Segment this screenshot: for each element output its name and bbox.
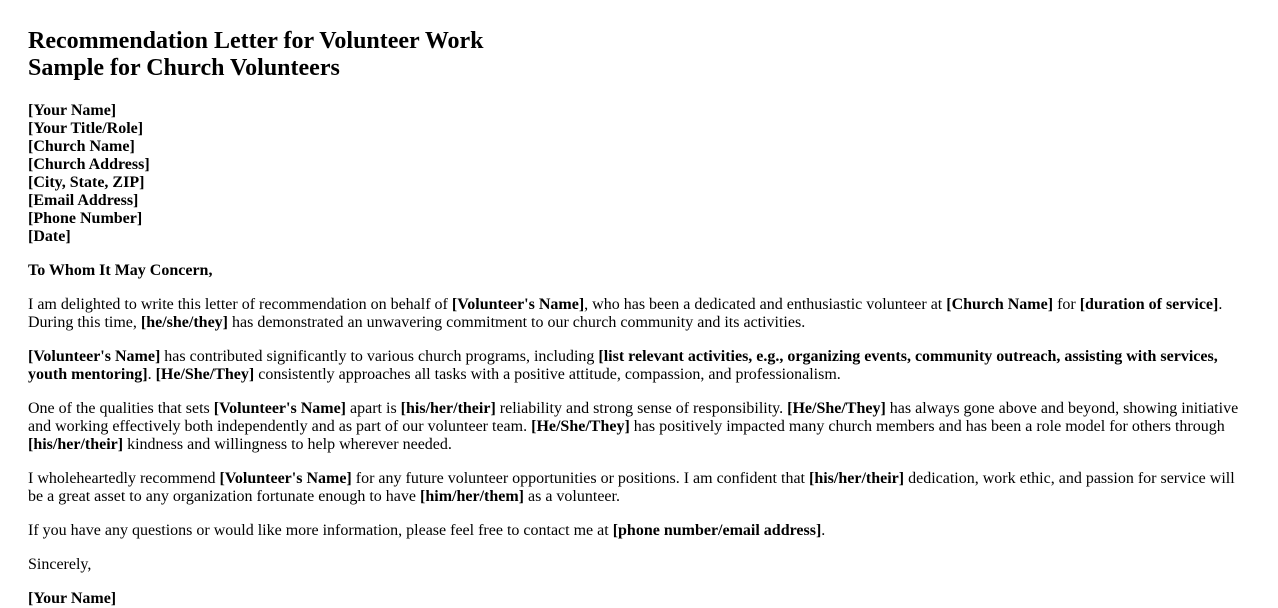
- sender-name: [Your Name]: [28, 102, 117, 119]
- title-line-1: Recommendation Letter for Volunteer Work: [28, 28, 484, 54]
- p5-text-1: If you have any questions or would like more information, please feel free to contact me at: [28, 522, 613, 539]
- sender-block: [28, 102, 1250, 246]
- sender-church-address: [Church Address]: [28, 156, 150, 173]
- p3-text-5: has positively impacted many church members and has been a role model for others through: [629, 418, 1225, 435]
- p4-placeholder-volunteer-name: [Volunteer's Name]: [219, 470, 352, 487]
- p4-placeholder-possessive: [his/her/their]: [809, 470, 905, 487]
- sender-title: [Your Title/Role]: [28, 120, 144, 137]
- sender-email: [Email Address]: [28, 192, 139, 209]
- p1-placeholder-duration: [duration of service]: [1079, 296, 1219, 313]
- p4-text-1: I wholeheartedly recommend: [28, 470, 220, 487]
- p2-text-1: has contributed significantly to various church programs, including: [160, 348, 599, 365]
- p1-text-1: I am delighted to write this letter of recommendation on behalf of: [28, 296, 452, 313]
- salutation: To Whom It May Concern,: [28, 262, 213, 279]
- p1-text-2: , who has been a dedicated and enthusiastic volunteer at: [584, 296, 947, 313]
- p4-placeholder-object-pronoun: [him/her/them]: [420, 488, 524, 505]
- p3-text-6: kindness and willingness to help wherever needed.: [123, 436, 452, 453]
- paragraph-1: [28, 296, 1250, 332]
- p4-text-3: dedication, work ethic, and passion for service will be a great asset to any organization fortunate enough to have: [28, 470, 1235, 505]
- p3-placeholder-pronoun-1: [He/She/They]: [787, 400, 886, 417]
- sender-church-name: [Church Name]: [28, 138, 135, 155]
- p2-text-3: consistently approaches all tasks with a positive attitude, compassion, and professionalism.: [254, 366, 841, 383]
- sender-date: [Date]: [28, 228, 71, 245]
- p2-placeholder-activities: [list relevant activities, e.g., organizing events, community outreach, assisting with services, youth mentoring]: [28, 348, 1218, 383]
- p2-placeholder-volunteer-name: [Volunteer's Name]: [28, 348, 161, 365]
- p3-placeholder-possessive-2: [his/her/their]: [28, 436, 124, 453]
- p2-placeholder-pronoun: [He/She/They]: [155, 366, 255, 383]
- p3-text-4: has always gone above and beyond, showing initiative and working effectively both independently and as part of our volunteer team.: [28, 400, 1239, 435]
- p4-text-2: for any future volunteer opportunities or positions. I am confident that: [351, 470, 809, 487]
- p1-text-5: has demonstrated an unwavering commitment to our church community and its activities.: [228, 314, 806, 331]
- p3-placeholder-pronoun-2: [He/She/They]: [531, 418, 630, 435]
- paragraph-4: [28, 470, 1250, 506]
- p4-text-4: as a volunteer.: [524, 488, 620, 505]
- p3-text-2: apart is: [346, 400, 401, 417]
- p1-text-3: for: [1053, 296, 1080, 313]
- paragraph-5: [28, 522, 1250, 540]
- p1-placeholder-church-name: [Church Name]: [946, 296, 1054, 313]
- p2-text-2: .: [147, 366, 156, 383]
- closing: Sincerely,: [28, 556, 92, 573]
- p5-text-2: .: [821, 522, 826, 539]
- p1-placeholder-pronoun: [he/she/they]: [140, 314, 228, 331]
- p3-text-3: reliability and strong sense of responsibility.: [495, 400, 788, 417]
- p1-placeholder-volunteer-name: [Volunteer's Name]: [451, 296, 585, 313]
- p3-placeholder-possessive-1: [his/her/their]: [400, 400, 496, 417]
- p1-text-4: . During this time,: [28, 296, 1223, 331]
- signature-name: [Your Name]: [28, 590, 117, 607]
- paragraph-3: [28, 400, 1250, 454]
- paragraph-2: [28, 348, 1250, 384]
- sender-phone: [Phone Number]: [28, 210, 143, 227]
- p3-text-1: One of the qualities that sets: [28, 400, 214, 417]
- page-title: [28, 28, 1250, 82]
- title-line-2: Sample for Church Volunteers: [28, 55, 340, 81]
- p5-placeholder-contact: [phone number/email address]: [612, 522, 822, 539]
- sender-city-state-zip: [City, State, ZIP]: [28, 174, 145, 191]
- p3-placeholder-volunteer-name: [Volunteer's Name]: [213, 400, 347, 417]
